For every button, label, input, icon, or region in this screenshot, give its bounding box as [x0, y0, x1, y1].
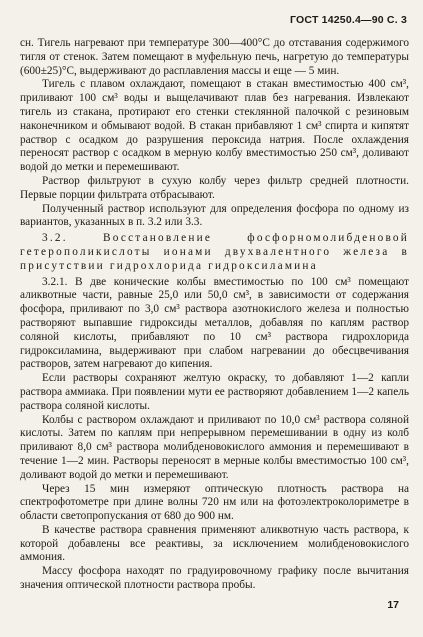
paragraph-4: Полученный раствор используют для определения фосфора по одному из вариантов, указанных в п. 3.2 или 3.3.: [20, 202, 409, 229]
paragraph-10: Массу фосфора находят по градуировочному графику после вычитания значения оптической плотности раствора пробы.: [20, 565, 409, 592]
paragraph-6: Если растворы сохраняют желтую окраску, то добавляют 1—2 капли раствора аммиака. При появлении мути ее растворяют добавлением 1—2 капель раствора соляной кислоты.: [20, 372, 409, 412]
paragraph-8: Через 15 мин измеряют оптическую плотность раствора на спектрофотометре при длине волны 720 нм или на фотоэлектроколориметре в области светопропускания от 680 до 900 нм.: [20, 482, 409, 523]
paragraph-9: В качестве раствора сравнения применяют аликвотную часть раствора, к которой добавлены все реактивы, за исключением молибденовокислого аммония.: [20, 523, 409, 564]
paragraph-3: Раствор фильтруют в сухую колбу через фильтр средней плотности. Первые порции фильтрата отбрасывают.: [20, 174, 409, 201]
section-title-3-2: 3.2. Восстановление фосфорномолибденовой гетерополикислоты ионами двухвалентного железа в присутствии гидрохлорида гидроксиламина: [20, 232, 409, 272]
page-header: ГОСТ 14250.4—90 С. 3: [290, 14, 407, 26]
body-text: [20, 37, 409, 593]
page-number: 17: [387, 599, 399, 611]
paragraph-3-2-1: 3.2.1. В две конические колбы вместимостью по 100 см³ помещают аликвотные части, равные 25,0 или 50,0 см³, в зависимости от содержания фосфора, приливают по 3,0 см³ раствора азотнокислого железа и полностью растворяют выпавшие гидроксиды металлов, добавляя по каплям раствор соляной кислоты, прибавляют по 10 см³ раствора гидрохлорида гидроксиламина, выдерживают при слабом нагревании до обесцвечивания растворов, затем нагревают до кипения.: [20, 275, 409, 371]
paragraph-7: Колбы с раствором охлаждают и приливают по 10,0 см³ раствора соляной кислоты. Затем по каплям при непрерывном перемешивании в одну из колб приливают 8,0 см³ раствора молибденовокислого аммония и перемешивают в течение 1—2 мин. Растворы переносят в мерные колбы вместимостью 100 см³, доливают водой до метки и перемешивают.: [20, 413, 409, 481]
paragraph-1: сн. Тигель нагревают при температуре 300—400°С до отставания содержимого тигля от стенок. Затем помещают в муфельную печь, нагретую до температуры (600±25)°С, выдерживают до расплавления массы и еще — 5 мин.: [20, 37, 409, 77]
paragraph-2: Тигель с плавом охлаждают, помещают в стакан вместимостью 400 см³, приливают 100 см³ воды и выщелачивают плав без нагревания. Извлекают тигель из стакана, протирают его стенки стеклянной палочкой с резиновым наконечником и обмывают водой. В стакан прибавляют 1 см³ спирта и кипятят раствор с осадком до разрушения пероксида натрия. После охлаждения переносят раствор с осадком в мерную колбу вместимостью 250 см³, доливают водой до метки и перемешивают.: [20, 78, 409, 174]
